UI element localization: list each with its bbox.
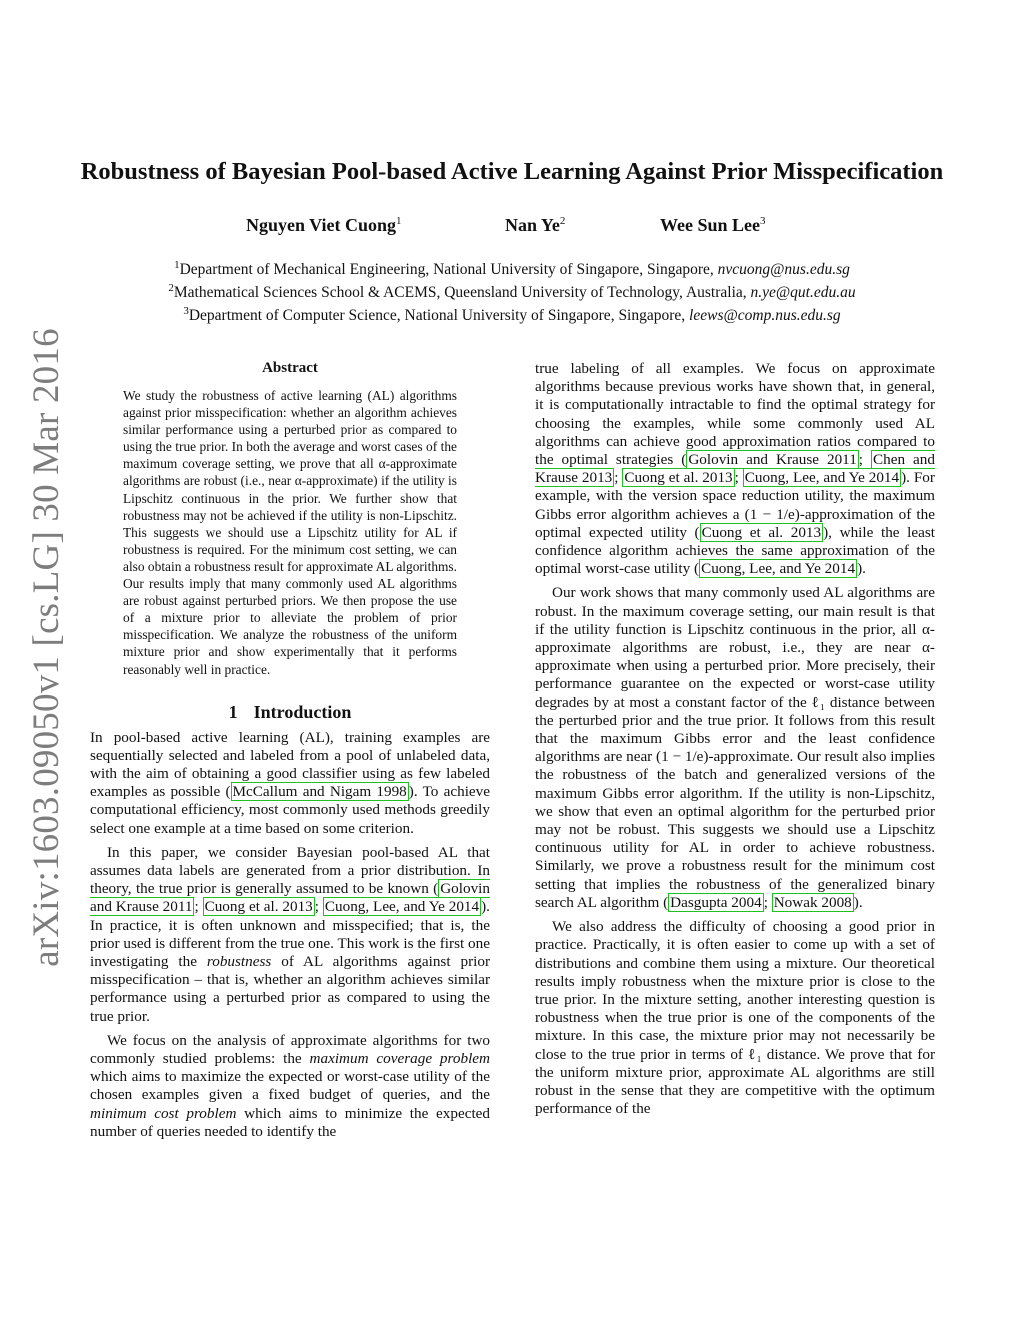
email-link[interactable]: leews@comp.nus.edu.sg — [689, 307, 841, 325]
section-heading: 1 Introduction — [228, 701, 352, 722]
right-paragraph-2: Our work shows that many commonly used AL algorithms are robust. In the maximum coverage setting, our main result is that if the utility function is Lipschitz continuous in the prior, all α-approximate algorithms are robust, i.e., they are near α-approximate when using a perturbed prior. More precisely, their performance guarantee on the expected or worst-case utility degrades by at most a constant factor of the ℓ₁ distance between the perturbed prior and the true prior. It follows from this result that the maximum Gibbs error and the least confidence algorithms are near (1 − 1/e)-approximate. Our result also implies the robustness of the batch and generalized versions of the maximum Gibbs error algorithm. If the utility is non-Lipschitz, we show that even an optimal algorithm for the perturbed prior may not be robust. This suggests we should use a Lipschitz continuous utility for AL in order to achieve robustness. Similarly, we prove a robustness result for the minimum cost setting that implies the robustness of the generalized binary search AL algorithm ( Dasgupta 2004 ; Nowak 2008 ). — [535, 584, 935, 911]
email-link[interactable]: nvcuong@nus.edu.sg — [717, 261, 850, 279]
affiliation-2: $^2$Mathematical Sciences School & ACEMS, Queensland University of Technology, Australia, n.ye@qut.edu.au — [168, 282, 856, 302]
paper-title: Robustness of Bayesian Pool-based Active Learning Against Prior Misspecification — [80, 158, 944, 185]
affiliation-1: $^1$Department of Mechanical Engineering, National University of Singapore, Singapore, nvcuong@nus.edu.sg — [174, 259, 850, 279]
author-1: Nguyen Viet Cuong$^1$ — [246, 215, 402, 235]
right-paragraph-1: true labeling of all examples. We focus on approximate algorithms because previous works have shown that, in general, it is computationally intractable to find the optimal strategy for choosing the examples, while some commonly used AL algorithms can achieve good approximation ratios compared to the optimal strategies ( Golovin and Krause 2011 ; Chen and Krause 2013 ; Cuong et al. 2013 ; Cuong, Lee, and Ye 2014 ). For example, with the version space reduction utility, the maximum Gibbs error algorithm achieves a (1 − 1/e)-approximation of the optimal expected utility ( Cuong et al. 2013 ), while the least confidence algorithm achieves the same approximation of the optimal worst-case utility ( Cuong, Lee, and Ye 2014 ). — [535, 360, 935, 578]
citation-link[interactable]: Cuong et al. 2013 — [701, 523, 822, 541]
author-3: Wee Sun Lee$^3$ — [660, 215, 766, 235]
abstract-heading: Abstract — [262, 360, 318, 376]
email-link[interactable]: n.ye@qut.edu.au — [750, 284, 856, 302]
right-column — [535, 360, 935, 1118]
right-paragraph-3: We also address the difficulty of choosing a good prior in practice. Practically, it is often easier to come up with a set of distributions and combine them using a mixture. Our theoretical results imply robustness when the mixture prior is close to the true prior. In the mixture setting, another interesting question is robustness when the true prior is one of the components of the mixture. In this case, the mixture prior may not necessarily be close to the true prior in terms of ℓ₁ distance. We prove that for the uniform mixture prior, approximate AL algorithms are still robust in the sense that they are competitive with the optimum performance of the — [535, 918, 935, 1118]
left-column — [90, 360, 490, 1141]
citation-link[interactable]: Cuong et al. 2013 — [204, 898, 313, 916]
affiliations — [0, 256, 1024, 325]
citation-link[interactable]: Chen and Krause 2013 — [535, 451, 935, 487]
citation-link[interactable]: Golovin and Krause 2011 — [688, 451, 857, 469]
citation-link[interactable]: Golovin and Krause 2011 — [90, 880, 490, 916]
author-2: Nan Ye$^2$ — [505, 215, 566, 235]
intro-paragraph-2: In this paper, we consider Bayesian pool-based AL that assumes data labels are generated from a prior distribution. In theory, the true prior is generally assumed to be known ( Golovin and Krause 2011 ; Cuong et al. 2013 ; Cuong, Lee, and Ye 2014 ). In practice, it is often unknown and misspecified; that is, the prior used is different from the true one. This work is the first one investigating the robustness of AL algorithms against prior misspecification – that is, whether an algorithm achieves similar performance using a perturbed prior as compared to using the true prior. — [90, 843, 490, 1025]
citation-link[interactable]: McCallum and Nigam 1998 — [232, 783, 407, 801]
citation-link[interactable]: Cuong, Lee, and Ye 2014 — [744, 469, 900, 487]
arxiv-stamp-text: arXiv:1603.09050v1 [cs.LG] 30 Mar 2016 — [25, 327, 67, 967]
intro-paragraph-3: We focus on the analysis of approximate algorithms for two commonly studied problems: the maximum coverage problem which aims to maximize the expected or worst-case utility of the chosen examples given a fixed budget of queries, and the minimum cost problem which aims to minimize the expected number of queries needed to identify the — [90, 1031, 490, 1140]
citation-link[interactable]: Cuong, Lee, and Ye 2014 — [701, 560, 856, 578]
arxiv-side-stamp — [18, 327, 74, 967]
citation-link[interactable]: Cuong, Lee, and Ye 2014 — [324, 898, 480, 916]
affiliation-3: $^3$Department of Computer Science, National University of Singapore, Singapore, leews@comp.nus.edu.sg — [183, 305, 841, 325]
citation-link[interactable]: Cuong et al. 2013 — [624, 469, 733, 487]
citation-link[interactable]: Dasgupta 2004 — [670, 893, 762, 911]
citation-link[interactable]: Nowak 2008 — [773, 893, 852, 911]
intro-paragraph-1: In pool-based active learning (AL), training examples are sequentially selected and labeled from a pool of unlabeled data, with the aim of obtaining a good classifier using as few labeled examples as possible ( McCallum and Nigam 1998 ). To achieve computational efficiency, most commonly used methods greedily select one example at a time based on some criterion. — [90, 728, 490, 837]
abstract-text: We study the robustness of active learning (AL) algorithms against prior misspecification: whether an algorithm achieves similar performance using a perturbed prior as compared to using the true prior. In both the average and worst cases of the maximum coverage setting, we prove that all α-approximate algorithms are robust (i.e., near α-approximate) if the utility is Lipschitz continuous in the prior. We further show that robustness may not be achieved if the utility is non-Lipschitz. This suggests we should use a Lipschitz utility for AL if robustness is required. For the minimum cost setting, we can also obtain a robustness result for approximate AL algorithms. Our results imply that many commonly used AL algorithms are robust against perturbed priors. We then propose the use of a mixture prior to alleviate the problem of prior misspecification. We analyze the robustness of the uniform mixture prior and show experimentally that it performs reasonably well in practice. — [123, 388, 457, 677]
